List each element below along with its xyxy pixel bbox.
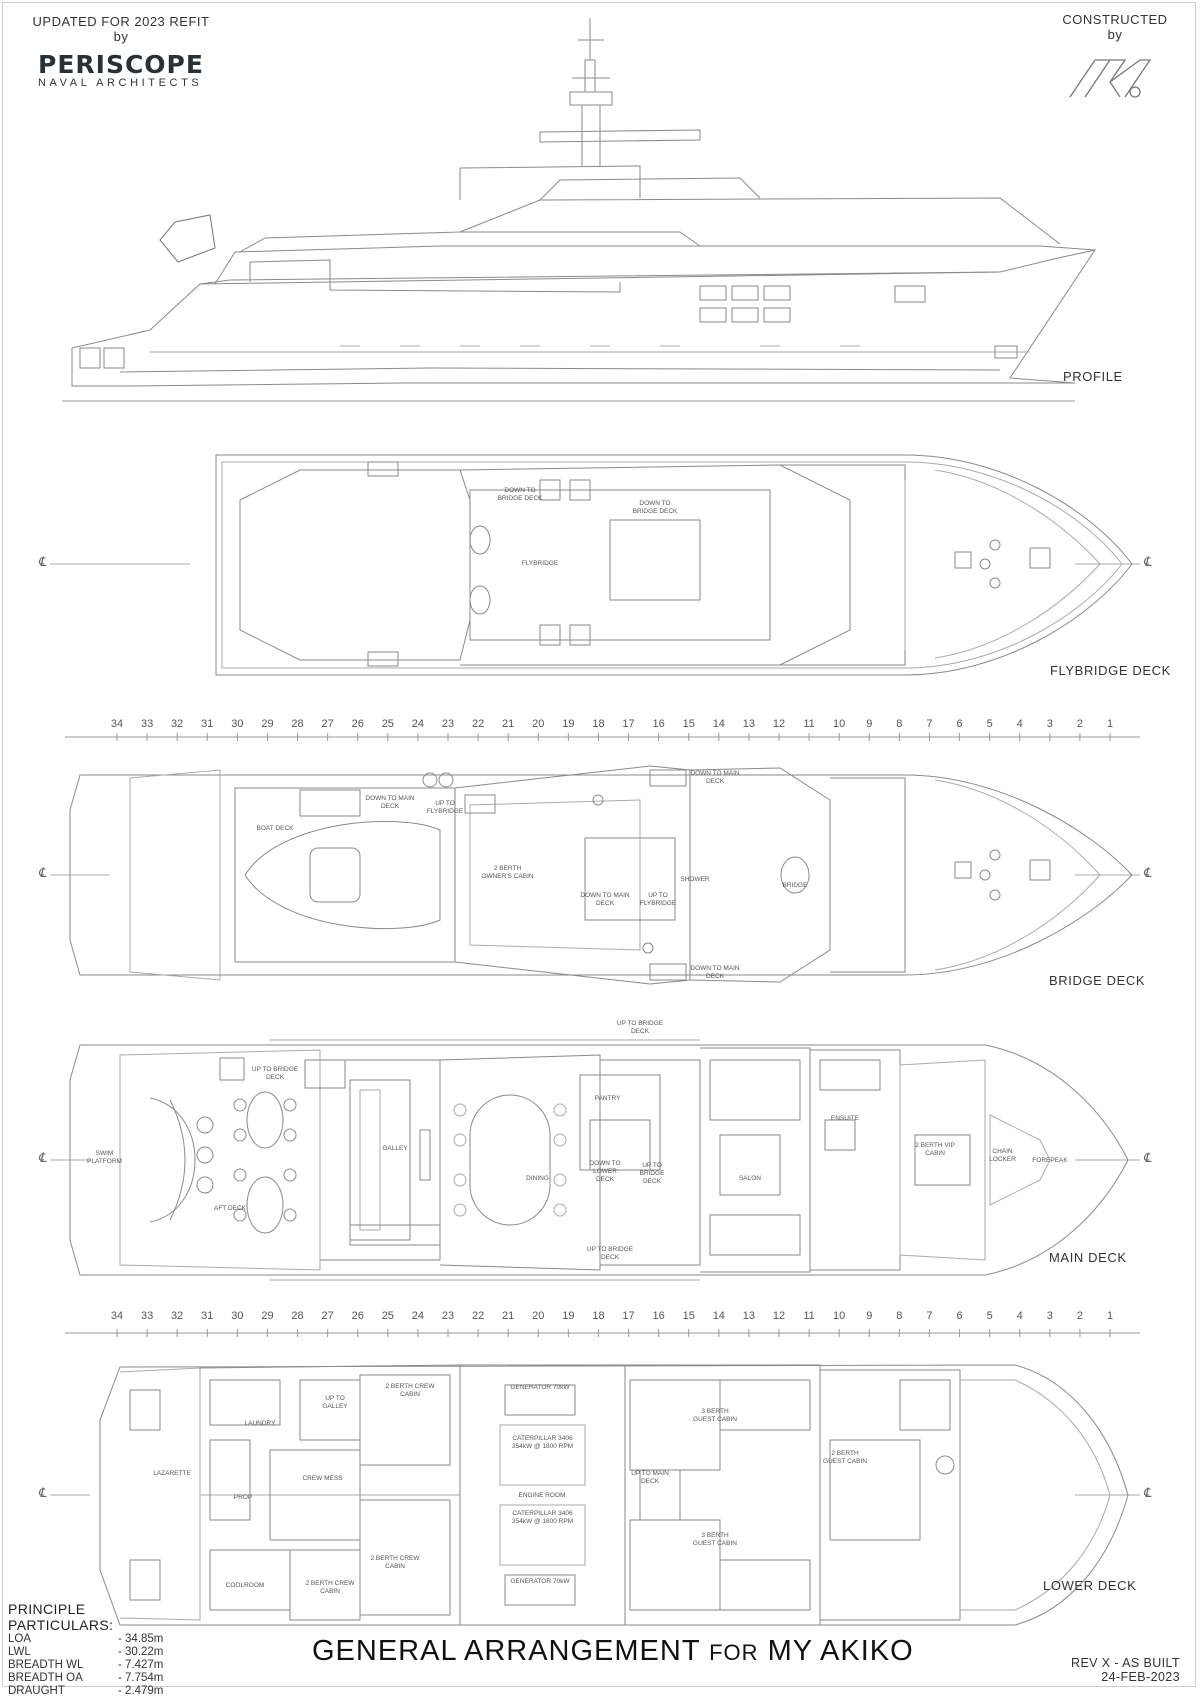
frame-number: 27 [321, 718, 334, 730]
frame-number: 31 [201, 718, 214, 730]
centerline-symbol: ℄ [38, 1486, 47, 1501]
frame-number: 4 [1016, 718, 1023, 730]
frame-number: 13 [742, 1310, 756, 1322]
frame-number: 12 [772, 1310, 786, 1322]
room-label: FLYBRIDGE [521, 560, 559, 567]
frame-scale-upper [65, 733, 1140, 741]
frame-number: 34 [110, 1310, 124, 1322]
drawing-title [312, 1635, 914, 1668]
frame-number: 9 [866, 718, 873, 730]
room-label: UP TO FLYBRIDGE [426, 800, 464, 815]
room-label: SWIM PLATFORM [87, 1150, 122, 1165]
builder-logo-icon [1065, 52, 1155, 102]
frame-number: 11 [803, 1310, 815, 1322]
particulars-heading: PRINCIPLE PARTICULARS: [8, 1601, 114, 1633]
particular-row [8, 1633, 188, 1646]
frame-number: 33 [140, 718, 154, 730]
frame-number: 3 [1046, 1310, 1053, 1322]
builder-note [1050, 12, 1180, 42]
frame-number: 18 [592, 1310, 605, 1322]
particular-label: LOA [8, 1633, 32, 1645]
room-label: COOLROOM [225, 1582, 265, 1589]
drawing-title-part2: FOR [709, 1640, 759, 1665]
room-label: 2 BERTH CREW CABIN [385, 1383, 435, 1398]
periscope-logo-word: PERISCOPE [38, 50, 204, 79]
frame-number: 2 [1076, 718, 1083, 730]
bridge-deck-view [50, 766, 1140, 984]
centerline-symbol: ℄ [38, 555, 47, 570]
frame-number: 23 [441, 718, 455, 730]
periscope-logo [38, 50, 204, 89]
room-label: DOWN TO LOWER DECK [589, 1160, 621, 1183]
room-label: UP TO BRIDGE DECK [639, 1162, 665, 1185]
room-label: DOWN TO MAIN DECK [690, 770, 740, 785]
particular-label: DRAUGHT [8, 1685, 65, 1697]
room-label: DOWN TO BRIDGE DECK [632, 500, 678, 515]
frame-number: 15 [682, 1310, 695, 1322]
frame-number: 16 [652, 718, 665, 730]
drawing-title-part1: GENERAL ARRANGEMENT [312, 1635, 701, 1667]
bridge-deck-label: BRIDGE DECK [1049, 973, 1146, 988]
frame-number: 7 [926, 718, 933, 730]
room-label: DOWN TO MAIN DECK [580, 892, 630, 907]
room-label: DOWN TO MAIN DECK [365, 795, 415, 810]
room-label: AFT DECK [213, 1205, 247, 1212]
frame-number: 8 [896, 1310, 903, 1322]
frame-number: 27 [321, 1310, 334, 1322]
particular-value: - 7.427m [118, 1659, 164, 1671]
room-label: CHAIN LOCKER [989, 1148, 1016, 1163]
room-label: SHOWER [680, 876, 710, 883]
room-label: 2 BERTH GUEST CABIN [823, 1450, 867, 1465]
main-deck-label: MAIN DECK [1049, 1250, 1127, 1265]
frame-number: 6 [956, 1310, 963, 1322]
centerline-symbol: ℄ [1143, 555, 1152, 570]
frame-number: 24 [411, 718, 425, 730]
room-label: 3 BERTH GUEST CABIN [693, 1408, 737, 1423]
room-label: BRIDGE [782, 882, 808, 889]
particular-value: - 7.754m [118, 1672, 164, 1684]
room-label: FOREPEAK [1032, 1157, 1068, 1164]
room-label: CATERPILLAR 3406 354kW @ 1800 RPM [511, 1435, 574, 1450]
particular-value: - 34.85m [118, 1633, 164, 1645]
frame-number: 23 [441, 1310, 455, 1322]
particular-label: LWL [8, 1646, 31, 1658]
room-label: GENERATOR 70kW [510, 1384, 570, 1391]
frame-number: 3 [1046, 718, 1053, 730]
frame-number: 28 [291, 1310, 304, 1322]
particular-row [8, 1672, 188, 1685]
centerline-symbol: ℄ [1143, 1486, 1152, 1501]
frame-number: 24 [411, 1310, 425, 1322]
particulars-table [8, 1633, 188, 1698]
room-label: DOWN TO MAIN DECK [690, 965, 740, 980]
revision-status: REV X - AS BUILT [1071, 1656, 1180, 1670]
frame-number: 20 [532, 1310, 545, 1322]
centerline-symbol: ℄ [38, 1151, 47, 1166]
frame-number: 10 [833, 718, 846, 730]
lower-deck-label: LOWER DECK [1043, 1578, 1137, 1593]
frame-number: 5 [986, 718, 993, 730]
frame-number: 17 [622, 718, 635, 730]
frame-number: 20 [532, 718, 545, 730]
frame-number: 7 [926, 1310, 933, 1322]
profile-view [62, 18, 1095, 401]
revision-date: 24-FEB-2023 [1101, 1670, 1180, 1684]
frame-number: 6 [956, 718, 963, 730]
room-label: 2 BERTH VIP CABIN [915, 1142, 955, 1157]
principle-particulars [8, 1601, 188, 1698]
room-label: 2 BERTH CREW CABIN [305, 1580, 355, 1595]
frame-number: 16 [652, 1310, 665, 1322]
particular-row [8, 1646, 188, 1659]
frame-number: 10 [833, 1310, 846, 1322]
room-label: PANTRY [594, 1095, 621, 1102]
builder-note-line2: by [1107, 27, 1123, 42]
frame-number: 25 [381, 1310, 394, 1322]
frame-number: 4 [1016, 1310, 1023, 1322]
periscope-logo-subtitle: NAVAL ARCHITECTS [38, 77, 203, 89]
frame-number: 32 [171, 718, 184, 730]
frame-number: 29 [261, 718, 274, 730]
frame-number: 29 [261, 1310, 274, 1322]
frame-number: 21 [502, 1310, 515, 1322]
room-label: UP TO FLYBRIDGE [639, 892, 677, 907]
room-label: UP TO BRIDGE DECK [251, 1066, 299, 1081]
particular-label: BREADTH WL [8, 1659, 84, 1671]
room-label: 2 BERTH OWNER'S CABIN [481, 865, 534, 880]
drawing-title-part3: MY AKIKO [767, 1635, 914, 1667]
frame-number: 15 [682, 718, 695, 730]
frame-number: 21 [502, 718, 515, 730]
frame-scale-lower [65, 1329, 1140, 1337]
room-label: CATERPILLAR 3406 354kW @ 1800 RPM [511, 1510, 574, 1525]
lower-deck-view [50, 1365, 1140, 1625]
room-label: 3 BERTH GUEST CABIN [693, 1532, 737, 1547]
room-label: SALON [738, 1175, 762, 1182]
frame-number: 26 [351, 1310, 364, 1322]
frame-number: 14 [712, 718, 725, 730]
particular-row [8, 1685, 188, 1698]
room-label: UP TO GALLEY [322, 1395, 348, 1410]
frame-number: 11 [803, 718, 815, 730]
room-label: GALLEY [382, 1145, 408, 1152]
frame-number: 8 [896, 718, 903, 730]
frame-number: 12 [772, 718, 786, 730]
room-label: UP TO BRIDGE DECK [616, 1020, 664, 1035]
room-label: 2 BERTH CREW CABIN [370, 1555, 420, 1570]
frame-number: 30 [231, 1310, 244, 1322]
frame-number: 22 [471, 718, 485, 730]
frame-number: 26 [351, 718, 364, 730]
room-label: LAUNDRY [244, 1420, 276, 1427]
refit-note-line2: by [113, 29, 129, 44]
room-label: UP TO MAIN DECK [631, 1470, 669, 1485]
frame-number: 33 [140, 1310, 154, 1322]
frame-number: 19 [562, 1310, 575, 1322]
frame-number: 9 [866, 1310, 873, 1322]
room-label: ENGINE ROOM [518, 1492, 566, 1499]
frame-number: 13 [742, 718, 756, 730]
particular-label: BREADTH OA [8, 1672, 83, 1684]
refit-note-line1: UPDATED FOR 2023 REFIT [32, 14, 210, 29]
revision-block [1030, 1656, 1180, 1684]
room-label: DOWN TO BRIDGE DECK [497, 487, 543, 502]
frame-number: 34 [110, 718, 124, 730]
centerline-symbol: ℄ [1143, 1151, 1152, 1166]
refit-note [26, 14, 216, 44]
frame-number: 14 [712, 1310, 725, 1322]
particular-row [8, 1659, 188, 1672]
frame-number: 17 [622, 1310, 635, 1322]
room-label: UP TO BRIDGE DECK [586, 1246, 634, 1261]
flybridge-deck-view [50, 455, 1140, 675]
room-label: PROP [233, 1494, 253, 1501]
builder-note-line1: CONSTRUCTED [1062, 12, 1168, 27]
room-label: CREW MESS [302, 1475, 343, 1482]
centerline-symbol: ℄ [1143, 866, 1152, 881]
frame-number: 1 [1106, 1310, 1114, 1322]
profile-label: PROFILE [1063, 369, 1123, 384]
room-label: BOAT DECK [256, 825, 294, 832]
room-label: DINING [526, 1175, 549, 1182]
frame-number: 30 [231, 718, 244, 730]
frame-number: 2 [1076, 1310, 1083, 1322]
frame-number: 19 [562, 718, 575, 730]
centerline-symbol: ℄ [38, 866, 47, 881]
room-label: LAZARETTE [153, 1470, 191, 1477]
frame-number: 1 [1106, 718, 1114, 730]
flybridge-deck-label: FLYBRIDGE DECK [1050, 663, 1171, 678]
frame-number: 5 [986, 1310, 993, 1322]
frame-number: 22 [471, 1310, 485, 1322]
room-label: GENERATOR 70kW [510, 1578, 570, 1585]
room-label: ENSUITE [830, 1115, 860, 1122]
frame-number: 31 [201, 1310, 214, 1322]
frame-number: 32 [171, 1310, 184, 1322]
frame-number: 28 [291, 718, 304, 730]
frame-number: 25 [381, 718, 394, 730]
particular-value: - 30.22m [118, 1646, 164, 1658]
frame-number: 18 [592, 718, 605, 730]
particular-value: - 2.479m [118, 1685, 164, 1697]
